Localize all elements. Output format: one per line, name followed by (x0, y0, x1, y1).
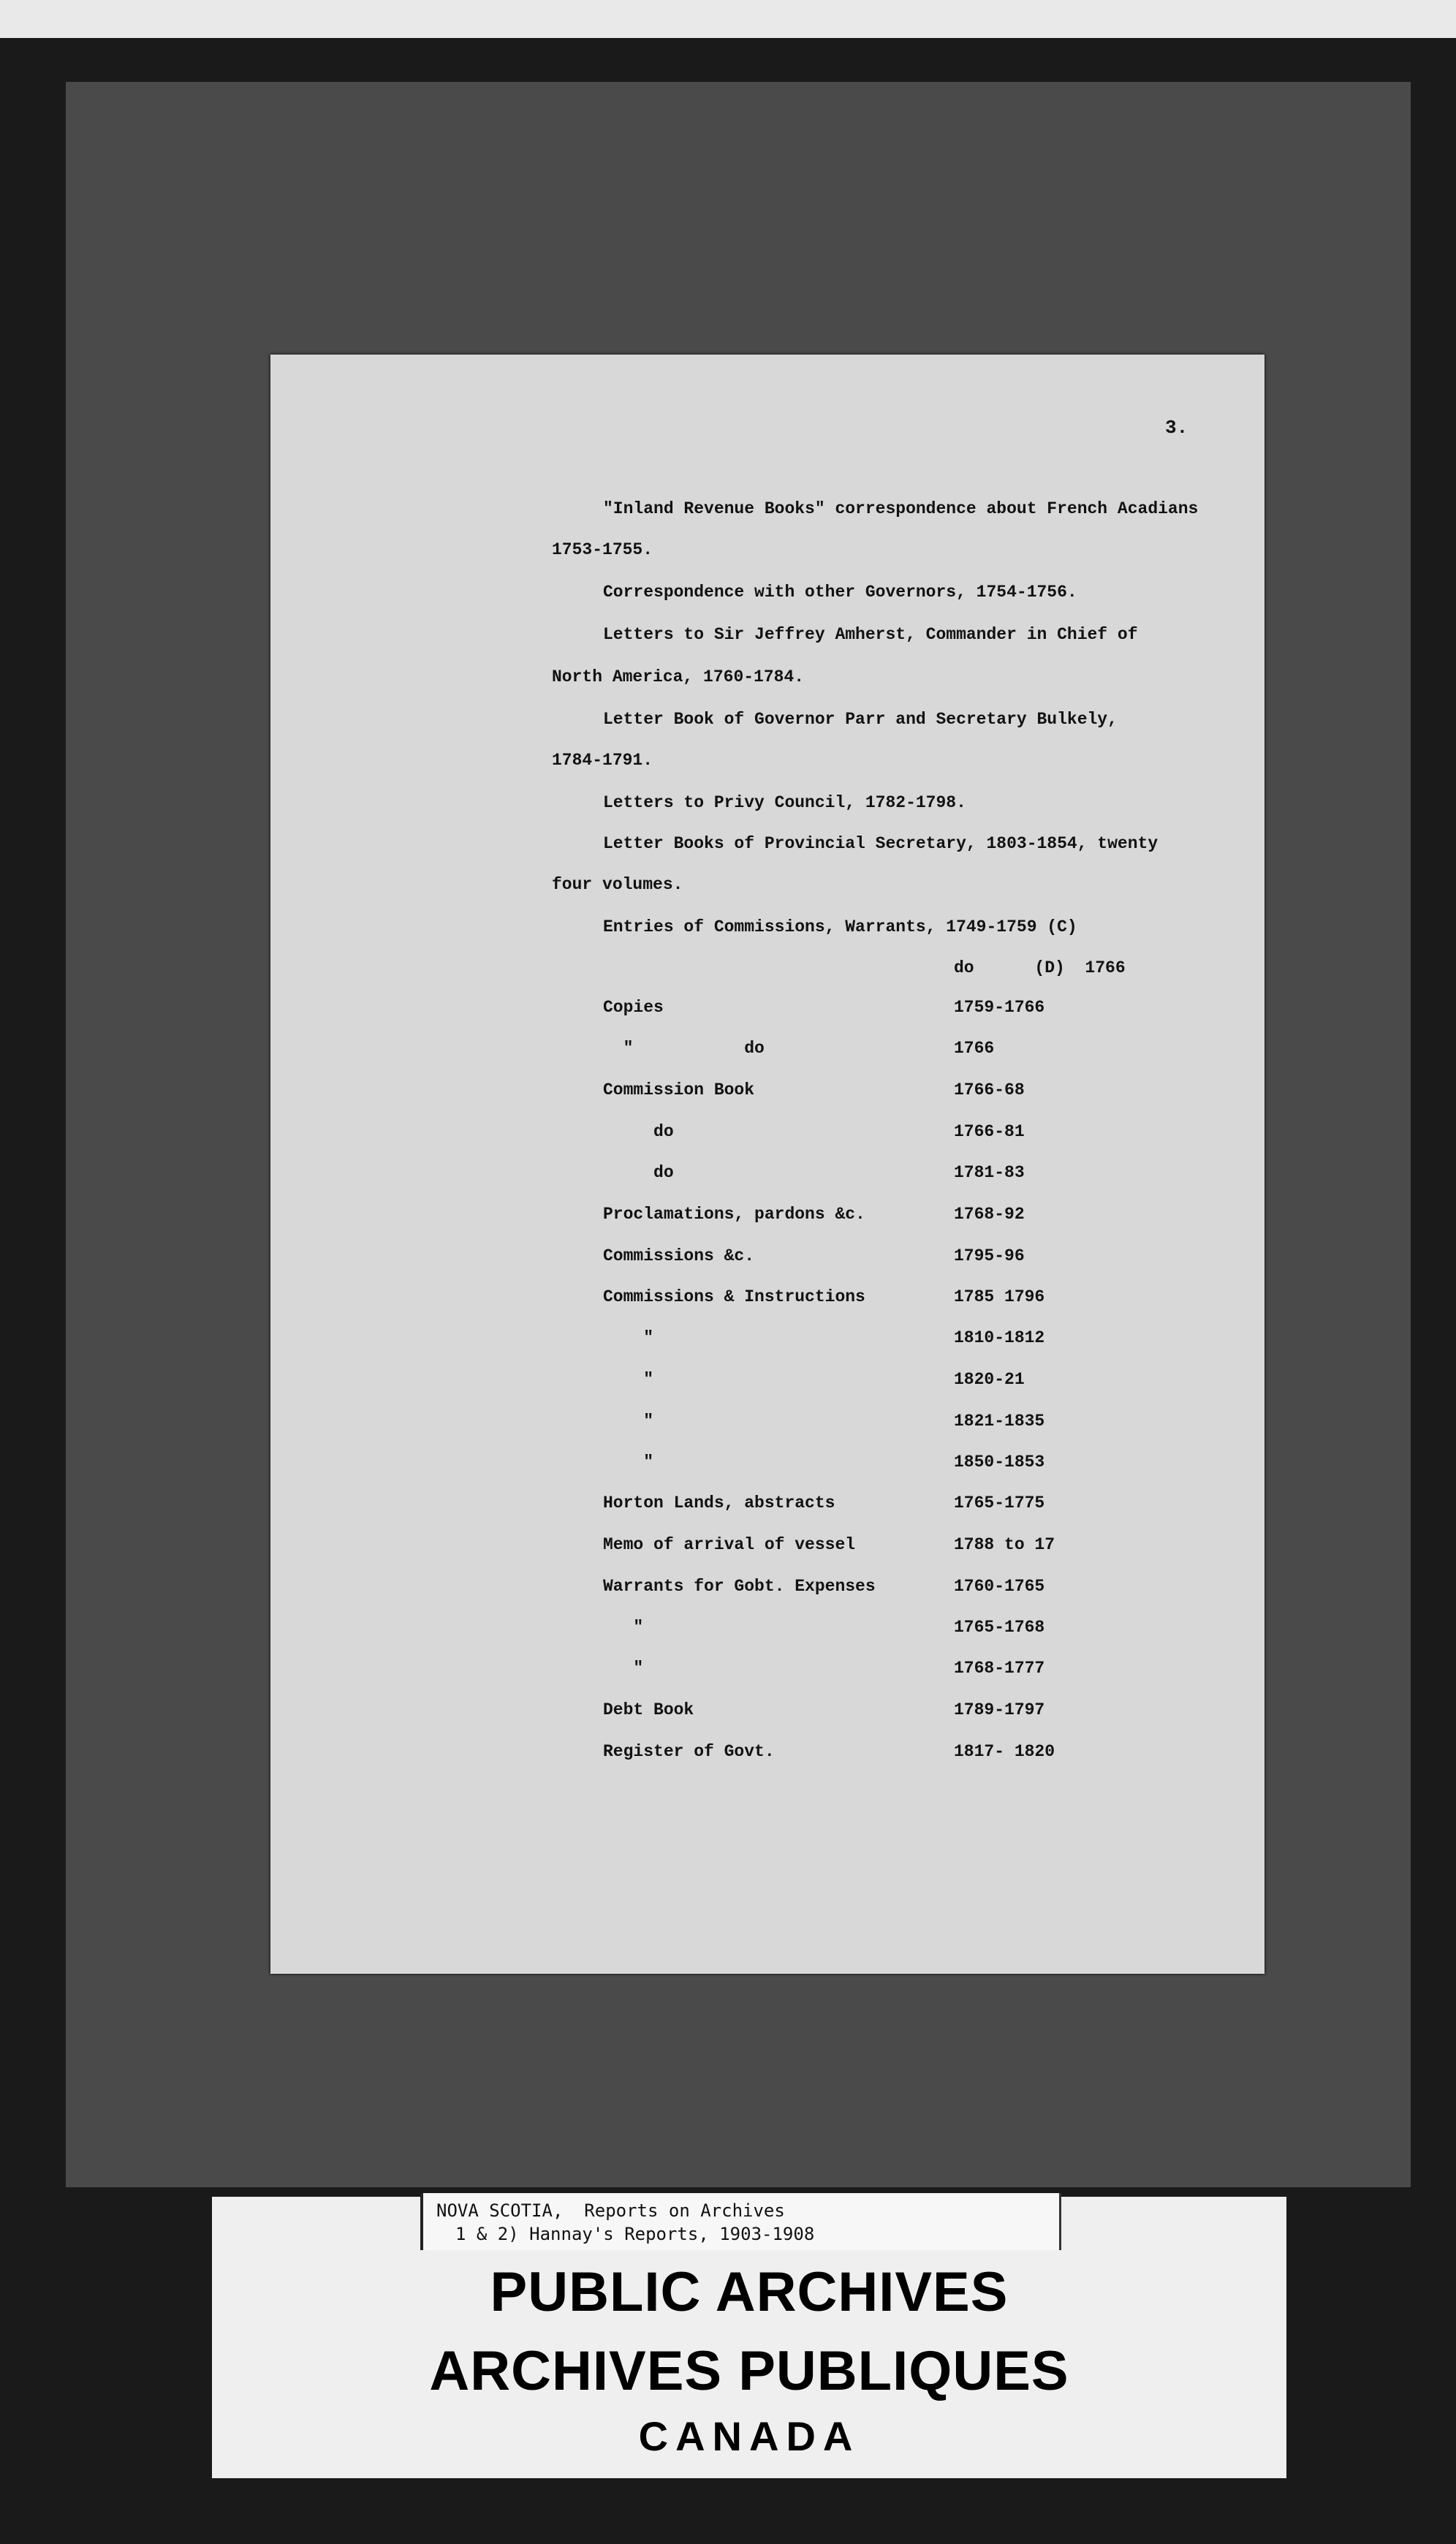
register-entry (270, 1328, 1264, 1353)
paragraph-line: North America, 1760-1784. (552, 667, 805, 686)
entry-title: " (603, 1618, 644, 1637)
paragraph-line: four volumes. (552, 875, 683, 894)
paragraph-line: Correspondence with other Governors, 1754-1756. (603, 583, 1077, 602)
catalog-line-2: 1 & 2) Hannay's Reports, 1903-1908 (455, 2224, 815, 2244)
paragraph-line: Letters to Sir Jeffrey Amherst, Commander in Chief of (603, 625, 1138, 644)
entry-title: Commissions & Instructions (603, 1287, 865, 1306)
archive-stamp-country: CANADA (638, 2413, 860, 2459)
register-entry (270, 1205, 1264, 1230)
entry-title: Debt Book (603, 1700, 694, 1719)
entry-title: Horton Lands, abstracts (603, 1494, 835, 1513)
entry-title: " (603, 1659, 644, 1678)
entry-title: Copies (603, 998, 664, 1017)
entry-date: 1781-83 (954, 1163, 1025, 1182)
register-entry (270, 1370, 1264, 1395)
entry-title: Commission Book (603, 1080, 755, 1099)
page-number: 3. (1165, 417, 1188, 439)
entry-date: 1821-1835 (954, 1412, 1045, 1431)
register-entry (270, 1618, 1264, 1643)
register-entry (270, 1535, 1264, 1560)
entry-date: 1766-68 (954, 1080, 1025, 1099)
entry-date: 1765-1775 (954, 1494, 1045, 1513)
register-entry (270, 998, 1264, 1023)
register-entry (270, 1659, 1264, 1684)
entry-date: 1766 (954, 1039, 995, 1058)
paragraph-line: Entries of Commissions, Warrants, 1749-1759 (C) (603, 917, 1077, 936)
entry-date: 1810-1812 (954, 1328, 1045, 1347)
register-entry (270, 1246, 1264, 1271)
entry-title: " (603, 1370, 654, 1389)
entry-title: Memo of arrival of vessel (603, 1535, 856, 1554)
entry-title: " (603, 1453, 654, 1472)
paragraph-line: Letter Books of Provincial Secretary, 1803-1854, twenty (603, 834, 1159, 853)
archive-stamp-english: PUBLIC ARCHIVES (490, 2261, 1009, 2323)
entry-date: 1820-21 (954, 1370, 1025, 1389)
entry-date: 1788 to 17 (954, 1535, 1055, 1554)
entry-date: 1768-92 (954, 1205, 1025, 1224)
entry-title: Warrants for Gobt. Expenses (603, 1577, 876, 1596)
entry-date: 1760-1765 (954, 1577, 1045, 1596)
register-entry (270, 1122, 1264, 1147)
entry-date: 1795-96 (954, 1246, 1025, 1265)
entry-date: 1789-1797 (954, 1700, 1045, 1719)
entry-title: Commissions &c. (603, 1246, 755, 1265)
paragraph-line: 1784-1791. (552, 751, 653, 770)
register-entry (270, 1412, 1264, 1436)
entry-date: 1768-1777 (954, 1659, 1045, 1678)
register-entry (270, 1080, 1264, 1105)
entry-title: " do (603, 1039, 765, 1058)
document-page (270, 355, 1264, 1974)
scan-top-border (0, 0, 1456, 38)
paragraph-line: Letter Book of Governor Parr and Secretary Bulkely, (603, 710, 1118, 729)
register-entry (270, 1453, 1264, 1477)
entry-title: Proclamations, pardons &c. (603, 1205, 865, 1224)
paragraph-line: 1753-1755. (552, 540, 653, 559)
entry-title: " (603, 1328, 654, 1347)
entry-date: 1765-1768 (954, 1618, 1045, 1637)
catalog-line-1: NOVA SCOTIA, Reports on Archives (436, 2200, 785, 2221)
paragraph-line: Letters to Privy Council, 1782-1798. (603, 793, 966, 812)
entry-title: " (603, 1412, 654, 1431)
archive-stamp-french: ARCHIVES PUBLIQUES (429, 2340, 1069, 2402)
register-entry (270, 1287, 1264, 1312)
entry-date: 1759-1766 (954, 998, 1045, 1017)
register-entry (270, 1577, 1264, 1602)
catalog-tag (420, 2193, 1061, 2250)
entry-date: 1850-1853 (954, 1453, 1045, 1472)
entry-title: do (603, 1163, 674, 1182)
register-entry (270, 1742, 1264, 1767)
entry-date: 1766-81 (954, 1122, 1025, 1141)
register-entry (270, 1700, 1264, 1725)
paragraph-line: "Inland Revenue Books" correspondence about French Acadians (603, 499, 1199, 518)
entry-date: 1785 1796 (954, 1287, 1045, 1306)
entry-title: do (603, 1122, 674, 1141)
entry-title: Register of Govt. (603, 1742, 775, 1761)
entry-date: 1817- 1820 (954, 1742, 1055, 1761)
register-entry (270, 1494, 1264, 1518)
register-entry (270, 1163, 1264, 1188)
register-entry (270, 1039, 1264, 1064)
entries-continuation: do (D) 1766 (954, 958, 1126, 977)
